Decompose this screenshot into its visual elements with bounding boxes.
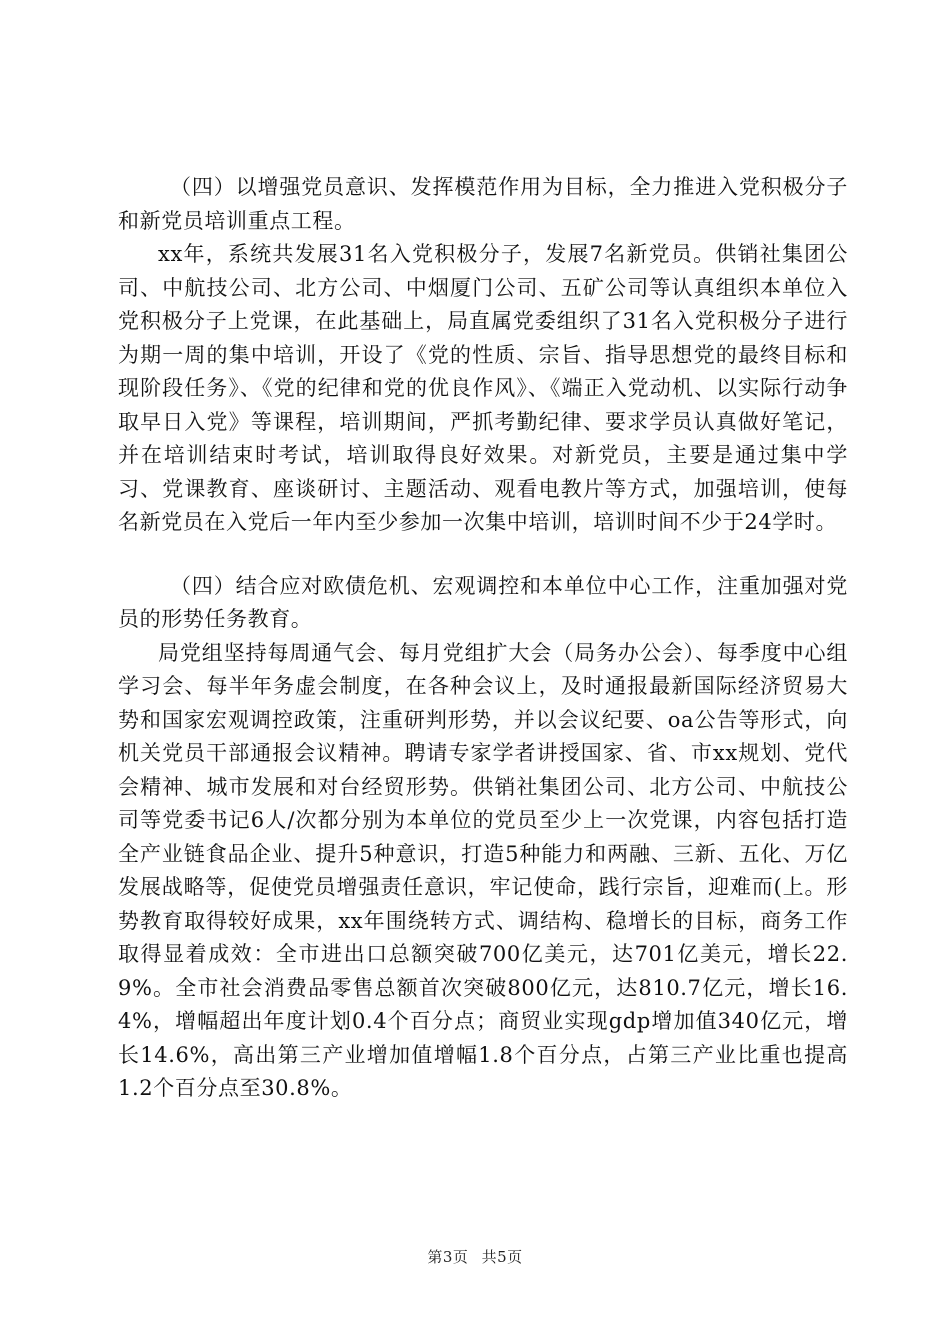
document-body [118,171,848,1106]
section-heading: （四）以增强党员意识、发挥模范作用为目标，全力推进入党积极分子和新党员培训重点工程。 [118,175,848,233]
section-divider-space [118,540,848,570]
section-heading: （四）结合应对欧债危机、宏观调控和本单位中心工作，注重加强对党员的形势任务教育。 [118,573,848,631]
section-paragraph: 局党组坚持每周通气会、每月党组扩大会（局务办公会）、每季度中心组学习会、每半年务虚会制度，在各种会议上，及时通报最新国际经济贸易大势和国家宏观调控政策，注重研判形势，并以会议纪要、oa公告等形式，向机关党员干部通报会议精神。聘请专家学者讲授国家、省、市xx规划、党代会精神、城市发展和对台经贸形势。供销社集团公司、北方公司、中航技公司等党委书记6人/次都分别为本单位的党员至少上一次党课，内容包括打造全产业链食品企业、提升5种意识，打造5种能力和两融、三新、五化、万亿发展战略等，促使党员增强责任意识，牢记使命，践行宗旨，迎难而(上。形势教育取得较好成果，xx年围绕转方式、调结构、稳增长的目标，商务工作取得显着成效：全市进出口总额突破700亿美元，达701亿美元，增长22.9%。全市社会消费品零售总额首次突破800亿元，达810.7亿元，增长16.4%，增幅超出年度计划0.4个百分点；商贸业实现gdp增加值340亿元，增长14.6%，高出第三产业增加值增幅1.8个百分点，占第三产业比重也提高1.2个百分点至30.8%。 [118,640,848,1100]
section-paragraph: xx年，系统共发展31名入党积极分子，发展7名新党员。供销社集团公司、中航技公司、北方公司、中烟厦门公司、五矿公司等认真组织本单位入党积极分子上党课，在此基础上，局直属党委组织了31名入党积极分子进行为期一周的集中培训，开设了《党的性质、宗旨、指导思想党的最终目标和现阶段任务》、《党的纪律和党的优良作风》、《端正入党动机、以实际行动争取早日入党》等课程，培训期间，严抓考勤纪律、要求学员认真做好笔记，并在培训结束时考试，培训取得良好效果。对新党员，主要是通过集中学习、党课教育、座谈研讨、主题活动、观看电教片等方式，加强培训，使每名新党员在入党后一年内至少参加一次集中培训，培训时间不少于24学时。 [118,242,848,534]
page-number: 第3页 [427,1248,469,1266]
page-total: 共5页 [481,1248,523,1266]
page-footer [0,1246,950,1267]
section-situation-education [118,570,848,1106]
section-party-activist-training [118,171,848,540]
